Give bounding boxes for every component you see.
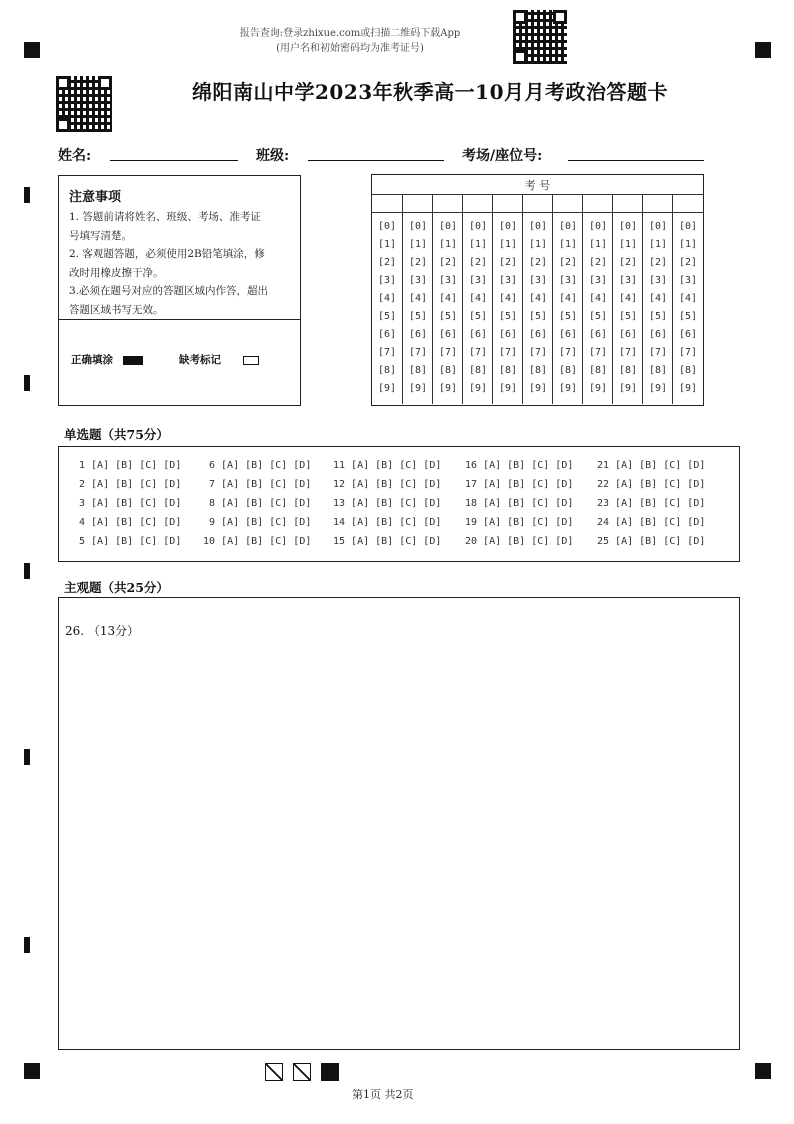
exam-id-bubble[interactable]: [3] — [618, 275, 638, 286]
exam-id-bubble[interactable]: [5] — [618, 311, 638, 322]
choice-row-16[interactable]: 16 [A] [B] [C] [D] — [465, 460, 574, 471]
exam-id-bubble[interactable]: [0] — [558, 221, 578, 232]
exam-id-bubble[interactable]: [9] — [438, 383, 458, 394]
exam-id-bubble[interactable]: [6] — [498, 329, 518, 340]
exam-id-bubble[interactable]: [5] — [438, 311, 458, 322]
timing-mark — [24, 749, 30, 765]
absent-checkbox[interactable] — [243, 356, 259, 365]
exam-id-bubble[interactable]: [0] — [588, 221, 608, 232]
exam-id-bubble[interactable]: [1] — [528, 239, 548, 250]
choice-row-19[interactable]: 19 [A] [B] [C] [D] — [465, 517, 574, 528]
choice-row-24[interactable]: 24 [A] [B] [C] [D] — [597, 517, 706, 528]
exam-id-bubble[interactable]: [6] — [528, 329, 548, 340]
exam-id-column — [612, 194, 643, 404]
choice-row-7[interactable]: 7 [A] [B] [C] [D] — [209, 479, 312, 490]
choice-row-9[interactable]: 9 [A] [B] [C] [D] — [209, 517, 312, 528]
exam-id-column — [462, 194, 493, 404]
exam-id-bubble[interactable]: [2] — [558, 257, 578, 268]
exam-id-bubble[interactable]: [2] — [377, 257, 397, 268]
exam-id-bubble[interactable]: [2] — [648, 257, 668, 268]
single-choice-box — [58, 446, 740, 562]
exam-id-bubble[interactable]: [7] — [498, 347, 518, 358]
exam-id-bubble[interactable]: [8] — [377, 365, 397, 376]
exam-id-bubble[interactable]: [7] — [438, 347, 458, 358]
exam-id-bubble[interactable]: [5] — [377, 311, 397, 322]
exam-id-bubble[interactable]: [3] — [498, 275, 518, 286]
exam-id-write-cell[interactable] — [523, 194, 553, 213]
page-number: 第1页 共2页 — [352, 1088, 414, 1101]
exam-id-bubble[interactable]: [4] — [678, 293, 698, 304]
exam-id-bubble[interactable]: [0] — [678, 221, 698, 232]
page-marker-slash-2 — [293, 1063, 311, 1081]
exam-id-bubble[interactable]: [9] — [408, 383, 428, 394]
exam-id-column — [642, 194, 673, 404]
exam-id-bubble[interactable]: [9] — [377, 383, 397, 394]
choice-row-21[interactable]: 21 [A] [B] [C] [D] — [597, 460, 706, 471]
exam-id-bubble[interactable]: [6] — [648, 329, 668, 340]
choice-row-6[interactable]: 6 [A] [B] [C] [D] — [209, 460, 312, 471]
choice-row-23[interactable]: 23 [A] [B] [C] [D] — [597, 498, 706, 509]
exam-id-write-cell[interactable] — [372, 194, 402, 213]
exam-id-bubble[interactable]: [4] — [468, 293, 488, 304]
correct-fill-label: 正确填涂 — [71, 354, 113, 366]
exam-id-bubble[interactable]: [5] — [678, 311, 698, 322]
question-26-label: 26. （13分） — [65, 624, 140, 638]
exam-id-column — [552, 194, 583, 404]
notice-divider — [59, 319, 300, 320]
notice-box — [58, 175, 301, 406]
exam-id-column — [582, 194, 613, 404]
exam-id-bubble[interactable]: [1] — [408, 239, 428, 250]
exam-id-column — [672, 194, 703, 404]
exam-id-bubble[interactable]: [7] — [558, 347, 578, 358]
notice-line: 1. 答题前请将姓名、班级、考场、准考证 — [69, 211, 261, 223]
notice-line: 2. 客观题答题，必须使用2B铅笔填涂，修 — [69, 248, 265, 260]
exam-id-bubble[interactable]: [0] — [498, 221, 518, 232]
exam-id-bubble[interactable]: [3] — [558, 275, 578, 286]
exam-id-bubble[interactable]: [2] — [408, 257, 428, 268]
exam-id-bubble[interactable]: [8] — [558, 365, 578, 376]
exam-id-bubble[interactable]: [0] — [438, 221, 458, 232]
exam-id-bubble[interactable]: [9] — [678, 383, 698, 394]
choice-row-4[interactable]: 4 [A] [B] [C] [D] — [79, 517, 182, 528]
exam-id-bubble[interactable]: [5] — [468, 311, 488, 322]
timing-mark — [24, 187, 30, 203]
sheet-qr-code — [56, 76, 112, 132]
choice-row-18[interactable]: 18 [A] [B] [C] [D] — [465, 498, 574, 509]
choice-row-15[interactable]: 15 [A] [B] [C] [D] — [333, 536, 442, 547]
single-choice-title: 单选题（共75分） — [64, 427, 169, 442]
exam-id-write-cell[interactable] — [493, 194, 523, 213]
exam-id-bubble[interactable]: [0] — [468, 221, 488, 232]
exam-id-bubble[interactable]: [7] — [648, 347, 668, 358]
exam-id-bubble[interactable]: [4] — [498, 293, 518, 304]
exam-id-column — [402, 194, 433, 404]
choice-row-12[interactable]: 12 [A] [B] [C] [D] — [333, 479, 442, 490]
exam-id-bubble[interactable]: [8] — [528, 365, 548, 376]
exam-id-bubble[interactable]: [6] — [588, 329, 608, 340]
report-query-line2: (用户名和初始密码均为准考证号) — [276, 43, 424, 54]
exam-id-bubble[interactable]: [1] — [377, 239, 397, 250]
exam-id-write-cell[interactable] — [463, 194, 493, 213]
exam-id-bubble[interactable]: [3] — [528, 275, 548, 286]
choice-row-20[interactable]: 20 [A] [B] [C] [D] — [465, 536, 574, 547]
exam-id-bubble[interactable]: [3] — [408, 275, 428, 286]
exam-id-bubble[interactable]: [9] — [528, 383, 548, 394]
choice-row-10[interactable]: 10 [A] [B] [C] [D] — [203, 536, 312, 547]
exam-id-bubble[interactable]: [8] — [588, 365, 608, 376]
exam-id-bubble[interactable]: [1] — [648, 239, 668, 250]
exam-id-bubble[interactable]: [1] — [438, 239, 458, 250]
exam-id-bubble[interactable]: [7] — [377, 347, 397, 358]
exam-id-bubble[interactable]: [4] — [558, 293, 578, 304]
choice-row-8[interactable]: 8 [A] [B] [C] [D] — [209, 498, 312, 509]
timing-mark — [24, 937, 30, 953]
notice-title: 注意事项 — [69, 190, 122, 205]
exam-id-bubble[interactable]: [9] — [498, 383, 518, 394]
exam-id-bubble[interactable]: [2] — [498, 257, 518, 268]
exam-id-bubble[interactable]: [4] — [528, 293, 548, 304]
exam-id-bubble[interactable]: [2] — [618, 257, 638, 268]
choice-row-2[interactable]: 2 [A] [B] [C] [D] — [79, 479, 182, 490]
exam-id-bubble[interactable]: [1] — [618, 239, 638, 250]
exam-id-bubble[interactable]: [4] — [588, 293, 608, 304]
choice-row-22[interactable]: 22 [A] [B] [C] [D] — [597, 479, 706, 490]
exam-id-bubble[interactable]: [9] — [648, 383, 668, 394]
choice-row-14[interactable]: 14 [A] [B] [C] [D] — [333, 517, 442, 528]
exam-id-write-cell[interactable] — [583, 194, 613, 213]
exam-id-bubble[interactable]: [0] — [528, 221, 548, 232]
exam-id-bubble[interactable]: [6] — [678, 329, 698, 340]
exam-id-bubble[interactable]: [8] — [618, 365, 638, 376]
exam-id-column — [432, 194, 463, 404]
exam-id-bubble[interactable]: [3] — [588, 275, 608, 286]
exam-id-bubble[interactable]: [3] — [648, 275, 668, 286]
timing-mark — [24, 375, 30, 391]
exam-id-bubble[interactable]: [4] — [408, 293, 428, 304]
room-seat-label: 考场/座位号: — [462, 148, 543, 164]
choice-row-13[interactable]: 13 [A] [B] [C] [D] — [333, 498, 442, 509]
choice-row-5[interactable]: 5 [A] [B] [C] [D] — [79, 536, 182, 547]
exam-id-bubble[interactable]: [1] — [468, 239, 488, 250]
exam-id-bubble[interactable]: [1] — [678, 239, 698, 250]
exam-id-header: 考 号 — [524, 179, 551, 192]
notice-line: 3.必须在题号对应的答题区域内作答，超出 — [69, 285, 269, 297]
exam-id-bubble[interactable]: [5] — [558, 311, 578, 322]
corner-mark-bottom-left — [24, 1063, 40, 1079]
exam-id-bubble[interactable]: [8] — [648, 365, 668, 376]
exam-id-bubble[interactable]: [1] — [558, 239, 578, 250]
page-title: 绵阳南山中学2023年秋季高一10月月考政治答题卡 — [192, 80, 668, 104]
exam-id-bubble[interactable]: [9] — [588, 383, 608, 394]
exam-id-write-cell[interactable] — [433, 194, 463, 213]
absent-mark-example — [179, 352, 259, 367]
notice-line: 答题区域书写无效。 — [69, 303, 164, 316]
exam-id-bubble[interactable]: [2] — [588, 257, 608, 268]
exam-id-bubble[interactable]: [4] — [438, 293, 458, 304]
corner-mark-bottom-right — [755, 1063, 771, 1079]
notice-line: 改时用橡皮擦干净。 — [69, 266, 164, 279]
exam-id-bubble[interactable]: [1] — [588, 239, 608, 250]
choice-row-25[interactable]: 25 [A] [B] [C] [D] — [597, 536, 706, 547]
exam-id-bubble[interactable]: [2] — [678, 257, 698, 268]
exam-id-bubble[interactable]: [9] — [618, 383, 638, 394]
exam-id-bubble[interactable]: [6] — [618, 329, 638, 340]
exam-id-write-cell[interactable] — [673, 194, 703, 213]
report-query-line1: 报告查询:登录zhixue.com或扫描二维码下载App — [239, 28, 461, 39]
exam-id-bubble[interactable]: [4] — [648, 293, 668, 304]
report-query-note — [200, 24, 500, 54]
exam-id-bubble[interactable]: [7] — [678, 347, 698, 358]
exam-id-bubble[interactable]: [8] — [678, 365, 698, 376]
exam-id-write-cell[interactable] — [643, 194, 673, 213]
exam-id-column — [492, 194, 523, 404]
notice-text — [69, 208, 268, 319]
absent-mark-label: 缺考标记 — [179, 354, 221, 366]
exam-id-bubble[interactable]: [7] — [528, 347, 548, 358]
exam-id-box — [371, 174, 704, 406]
choice-row-3[interactable]: 3 [A] [B] [C] [D] — [79, 498, 182, 509]
exam-id-bubble[interactable]: [5] — [588, 311, 608, 322]
exam-id-bubble[interactable]: [8] — [498, 365, 518, 376]
exam-id-bubble[interactable]: [8] — [438, 365, 458, 376]
exam-id-column — [372, 194, 402, 404]
subjective-title: 主观题（共25分） — [64, 580, 169, 595]
exam-id-bubble[interactable]: [0] — [377, 221, 397, 232]
room-seat-field[interactable] — [568, 160, 704, 161]
exam-id-write-cell[interactable] — [613, 194, 643, 213]
exam-id-bubble[interactable]: [1] — [498, 239, 518, 250]
exam-id-bubble[interactable]: [7] — [588, 347, 608, 358]
exam-id-bubble[interactable]: [7] — [408, 347, 428, 358]
exam-id-bubble[interactable]: [6] — [558, 329, 578, 340]
exam-id-bubble[interactable]: [2] — [438, 257, 458, 268]
exam-id-bubble[interactable]: [2] — [528, 257, 548, 268]
exam-id-bubble[interactable]: [6] — [438, 329, 458, 340]
exam-id-bubble[interactable]: [2] — [468, 257, 488, 268]
filled-bubble-icon — [123, 356, 143, 365]
class-label: 班级: — [256, 148, 290, 164]
exam-id-bubble[interactable]: [5] — [408, 311, 428, 322]
exam-id-bubble[interactable]: [6] — [468, 329, 488, 340]
exam-id-bubble[interactable]: [4] — [618, 293, 638, 304]
exam-id-bubble[interactable]: [0] — [648, 221, 668, 232]
exam-id-bubble[interactable]: [3] — [678, 275, 698, 286]
page-marker-slash-1 — [265, 1063, 283, 1081]
corner-mark-top-left — [24, 42, 40, 58]
correct-fill-example — [71, 352, 143, 367]
app-qr-code[interactable] — [513, 10, 567, 64]
exam-id-bubble[interactable]: [3] — [468, 275, 488, 286]
exam-id-bubble[interactable]: [6] — [408, 329, 428, 340]
exam-id-bubble[interactable]: [7] — [468, 347, 488, 358]
choice-row-1[interactable]: 1 [A] [B] [C] [D] — [79, 460, 182, 471]
exam-id-bubble[interactable]: [3] — [438, 275, 458, 286]
exam-id-bubble[interactable]: [9] — [558, 383, 578, 394]
exam-id-bubble[interactable]: [6] — [377, 329, 397, 340]
notice-line: 号填写清楚。 — [69, 229, 132, 242]
exam-id-bubble[interactable]: [5] — [648, 311, 668, 322]
exam-id-bubble[interactable]: [8] — [468, 365, 488, 376]
exam-id-bubble[interactable]: [5] — [498, 311, 518, 322]
choice-row-17[interactable]: 17 [A] [B] [C] [D] — [465, 479, 574, 490]
exam-id-write-cell[interactable] — [553, 194, 583, 213]
single-choice-grid — [59, 447, 739, 561]
exam-id-bubble[interactable]: [0] — [408, 221, 428, 232]
class-field[interactable] — [308, 160, 444, 161]
subjective-answer-area[interactable] — [58, 597, 740, 1050]
corner-mark-top-right — [755, 42, 771, 58]
exam-id-bubble[interactable]: [3] — [377, 275, 397, 286]
name-label: 姓名: — [58, 148, 92, 164]
exam-id-bubble[interactable]: [7] — [618, 347, 638, 358]
exam-id-column — [522, 194, 553, 404]
name-field[interactable] — [110, 160, 238, 161]
exam-id-bubble[interactable]: [8] — [408, 365, 428, 376]
exam-id-bubble[interactable]: [9] — [468, 383, 488, 394]
exam-id-bubble[interactable]: [0] — [618, 221, 638, 232]
exam-id-grid — [372, 194, 702, 404]
exam-id-write-cell[interactable] — [403, 194, 433, 213]
choice-row-11[interactable]: 11 [A] [B] [C] [D] — [333, 460, 442, 471]
page-marker-filled — [321, 1063, 339, 1081]
timing-mark — [24, 563, 30, 579]
exam-id-bubble[interactable]: [4] — [377, 293, 397, 304]
exam-id-bubble[interactable]: [5] — [528, 311, 548, 322]
